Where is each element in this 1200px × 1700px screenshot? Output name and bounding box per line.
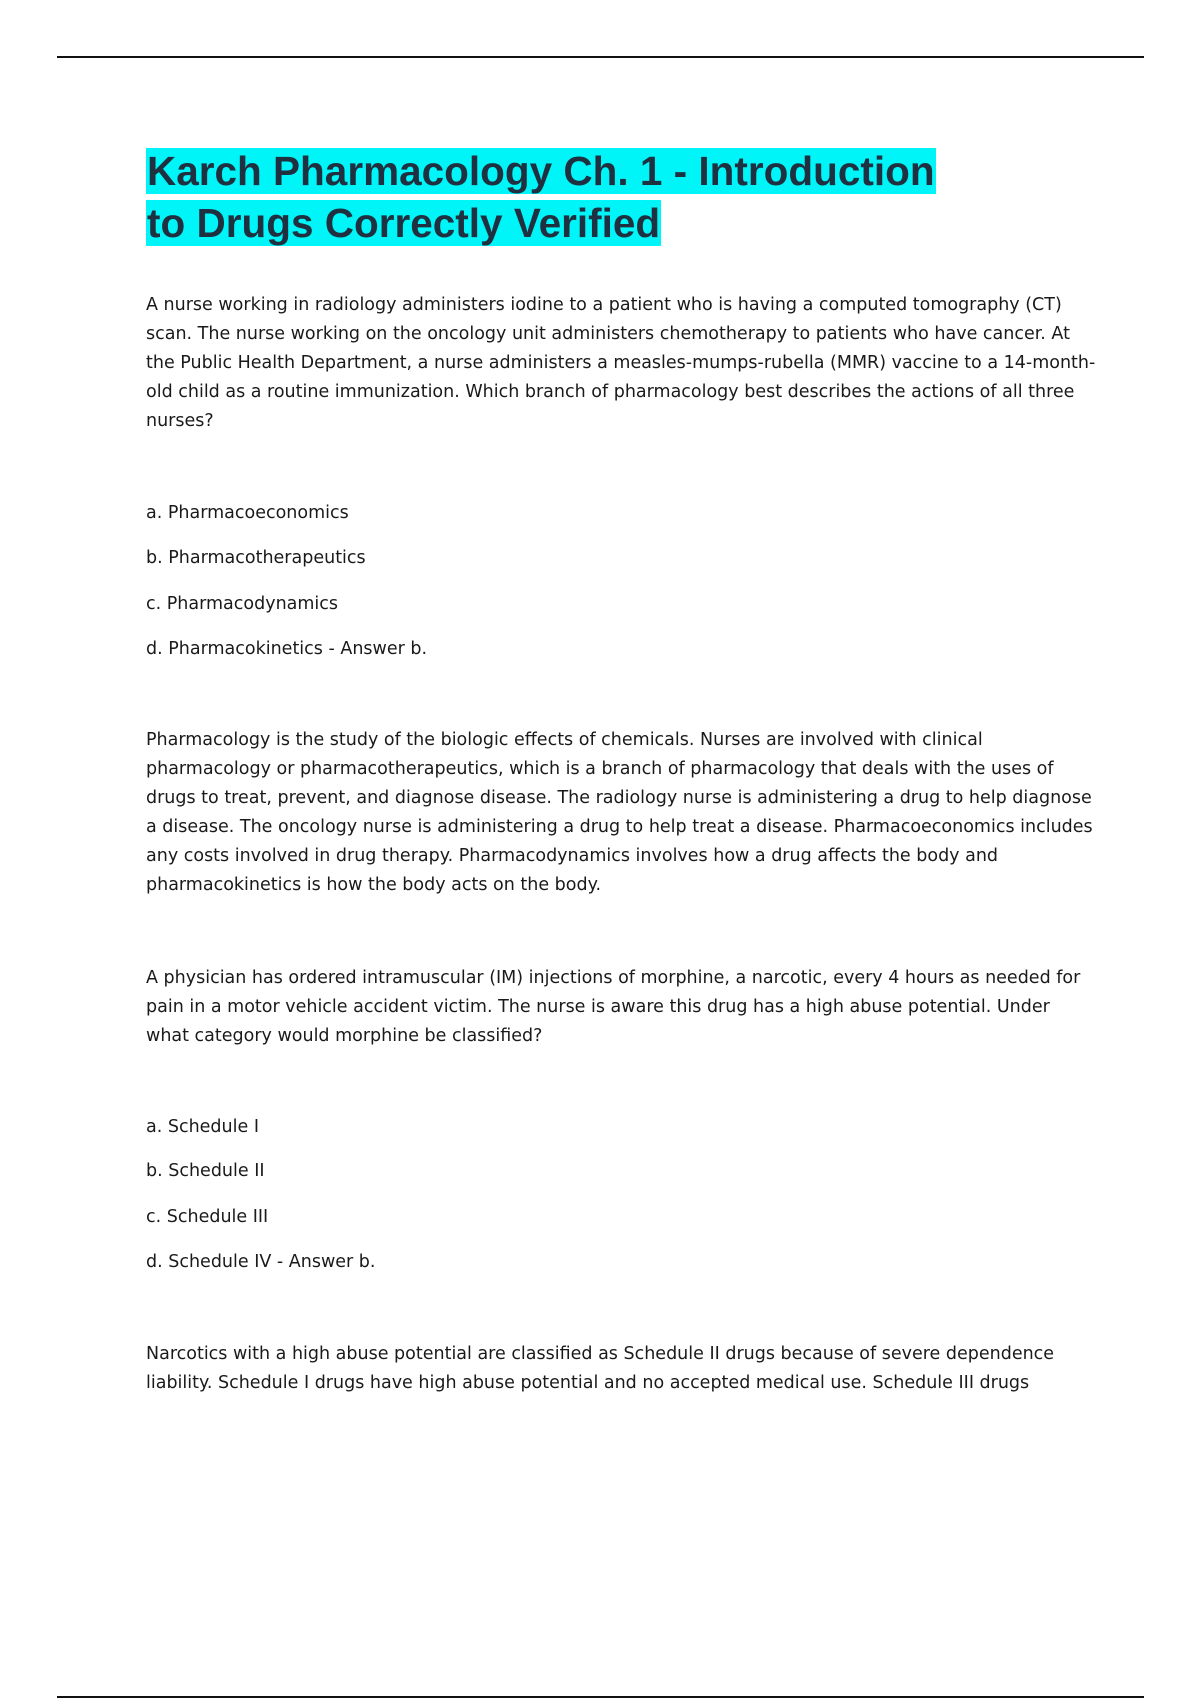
top-divider bbox=[57, 56, 1144, 58]
question-2-text: A physician has ordered intramuscular (IM) injections of morphine, a narcotic, every 4 hours as needed for pain in a motor vehicle accident victim. The nurse is aware this drug has a high abuse potential. Under what category would morphine be classified? bbox=[146, 968, 1081, 1046]
q2-option-a: a. Schedule I bbox=[146, 1117, 259, 1137]
q2-option-c: c. Schedule III bbox=[146, 1207, 269, 1227]
q1-option-c: c. Pharmacodynamics bbox=[146, 594, 339, 614]
title-line-2: to Drugs Correctly Verified bbox=[147, 200, 661, 246]
q1-option-b: b. Pharmacotherapeutics bbox=[146, 548, 366, 568]
q2-option-d-answer: d. Schedule IV - Answer b. bbox=[146, 1252, 376, 1272]
q1-option-a: a. Pharmacoeconomics bbox=[146, 503, 349, 523]
question-2-rationale: Narcotics with a high abuse potential are classified as Schedule II drugs because of severe dependence liability. Schedule I drugs have high abuse potential and no accepted medical use. Schedule III drugs bbox=[146, 1344, 1055, 1393]
bottom-divider bbox=[57, 1696, 1144, 1698]
question-1-rationale: Pharmacology is the study of the biologic effects of chemicals. Nurses are involved with clinical pharmacology or pharmacotherapeutics, which is a branch of pharmacology that deals with the uses of drugs to treat, prevent, and diagnose disease. The radiology nurse is administering a drug to help diagnose a disease. The oncology nurse is administering a drug to help treat a disease. Pharmacoeconomics includes any costs involved in drug therapy. Pharmacodynamics involves how a drug affects the body and pharmacokinetics is how the body acts on the body. bbox=[146, 730, 1093, 895]
q1-option-d-answer: d. Pharmacokinetics - Answer b. bbox=[146, 639, 428, 659]
title-line-1: Karch Pharmacology Ch. 1 - Introduction bbox=[147, 148, 935, 194]
document-title bbox=[146, 145, 1046, 249]
question-1-text: A nurse working in radiology administers iodine to a patient who is having a computed tomography (CT) scan. The nurse working on the oncology unit administers chemotherapy to patients who have cancer. At the Public Health Department, a nurse administers a measles-mumps-rubella (MMR) vaccine to a 14-month-old child as a routine immunization. Which branch of pharmacology best describes the actions of all three nurses? bbox=[146, 295, 1096, 431]
q2-option-b: b. Schedule II bbox=[146, 1161, 265, 1181]
